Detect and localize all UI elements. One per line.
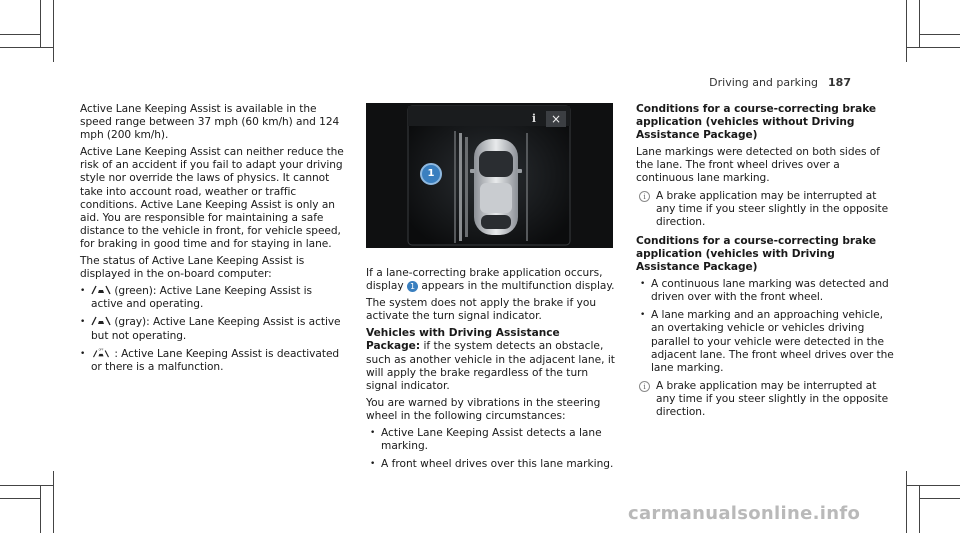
list-item-text: A lane marking and an approaching vehicle, an overtaking vehicle or vehicles driving parallel to your vehicle were detected in the adjacent lane. The front wheel drives over the lane marking. xyxy=(651,309,894,374)
lane-keeping-icon xyxy=(91,285,111,295)
crop-mark xyxy=(0,485,53,486)
paragraph: The status of Active Lane Keeping Assist is displayed in the on-board computer: xyxy=(80,255,305,281)
info-icon: i xyxy=(639,191,650,202)
page-number: 187 xyxy=(828,76,851,89)
crop-mark xyxy=(0,47,53,48)
paragraph-text: if the system detects an obstacle, such as another vehicle in the adjacent lane, it will apply the brake regardless of the turn signal indicator. xyxy=(366,340,615,392)
left-column xyxy=(80,103,345,379)
paragraph: You are warned by vibrations in the steering wheel in the following circumstances: xyxy=(366,396,601,422)
list-item-text: (gray): Active Lane Keeping Assist is active but not operating. xyxy=(91,316,341,342)
lane-keeping-off-icon xyxy=(91,348,111,358)
paragraph-text: appears in the multifunction display. xyxy=(421,280,615,293)
crop-mark xyxy=(906,0,907,62)
bullet: • xyxy=(80,348,86,359)
close-button[interactable]: × xyxy=(546,111,566,127)
bullet: • xyxy=(370,459,376,470)
svg-text:OFF: OFF xyxy=(98,348,104,352)
tip-note xyxy=(636,190,894,229)
bullet: • xyxy=(640,279,646,290)
tip-note xyxy=(636,380,894,419)
paragraph xyxy=(366,327,616,392)
crop-mark xyxy=(40,0,41,48)
crop-mark xyxy=(40,485,41,533)
list-item-text: A front wheel drives over this lane marking. xyxy=(381,458,614,471)
list-item-text: A continuous lane marking was detected and driven over with the front wheel. xyxy=(651,278,889,304)
list-item xyxy=(80,285,345,311)
bullet: • xyxy=(370,428,376,439)
bullet: • xyxy=(640,310,646,321)
car-icon xyxy=(470,139,522,235)
list-item xyxy=(640,278,894,304)
crop-mark xyxy=(919,485,920,533)
list-item-text: (green): Active Lane Keeping Assist is active and operating. xyxy=(91,285,313,311)
multifunction-display xyxy=(366,103,613,248)
info-icon: i xyxy=(639,381,650,392)
info-button[interactable]: i xyxy=(531,112,537,125)
callout-number: 1 xyxy=(407,281,418,292)
page-header xyxy=(709,76,851,89)
watermark: carmanualsonline.info xyxy=(628,503,861,524)
bullet: • xyxy=(80,286,86,297)
tip-text: A brake application may be interrupted at any time if you steer slightly in the opposite direction. xyxy=(656,379,889,418)
crop-mark xyxy=(919,498,960,499)
list-item xyxy=(80,316,345,342)
paragraph-text: If a lane-correcting brake application occurs, display xyxy=(366,267,603,293)
tip-text: A brake application may be interrupted at any time if you steer slightly in the opposite direction. xyxy=(656,189,889,228)
bullet: • xyxy=(80,317,86,328)
crop-mark xyxy=(919,0,920,48)
list-item xyxy=(640,309,894,374)
list-item xyxy=(80,348,345,374)
right-column xyxy=(636,103,894,425)
lane-keeping-icon xyxy=(91,316,111,326)
paragraph: Active Lane Keeping Assist can neither reduce the risk of an accident if you fail to adapt your driving style nor override the laws of physics. It cannot take into account road, weather or traffic conditions. Active Lane Keeping Assist is only an aid. You are responsible for maintaining a safe distance to the vehicle in front, for vehicle speed, for braking in good time and for staying in lane. xyxy=(80,146,344,250)
section-heading: Conditions for a course-correcting brake application (vehicles with Driving Assistance Package) xyxy=(636,234,877,274)
list-item xyxy=(370,427,616,453)
middle-column xyxy=(366,267,616,476)
list-item-text: : Active Lane Keeping Assist is deactivated or there is a malfunction. xyxy=(91,347,340,373)
section-heading: Conditions for a course-correcting brake application (vehicles without Driving Assistance Package) xyxy=(636,103,877,142)
paragraph xyxy=(366,267,616,293)
crop-mark xyxy=(53,0,54,62)
paragraph: Active Lane Keeping Assist is available in the speed range between 37 mph (60 km/h) and 124 mph (200 km/h). xyxy=(80,103,340,142)
list-item-text: Active Lane Keeping Assist detects a lane marking. xyxy=(381,427,602,453)
display-illustration xyxy=(366,103,613,248)
bold-lead: Vehicles with Driving Assistance Package: xyxy=(366,327,560,353)
lane-marking-right xyxy=(526,133,528,241)
crop-mark xyxy=(906,47,960,48)
callout-marker: 1 xyxy=(420,163,442,185)
paragraph: The system does not apply the brake if you activate the turn signal indicator. xyxy=(366,297,597,323)
list-item xyxy=(370,458,616,471)
crop-mark xyxy=(906,471,907,533)
crop-mark xyxy=(906,485,960,486)
crop-mark xyxy=(0,34,40,35)
section-title: Driving and parking xyxy=(709,76,819,89)
paragraph: Lane markings were detected on both sides of the lane. The front wheel drives over a continuous lane marking. xyxy=(636,146,880,185)
crop-mark xyxy=(919,34,960,35)
crop-mark xyxy=(0,498,40,499)
crop-mark xyxy=(53,471,54,533)
